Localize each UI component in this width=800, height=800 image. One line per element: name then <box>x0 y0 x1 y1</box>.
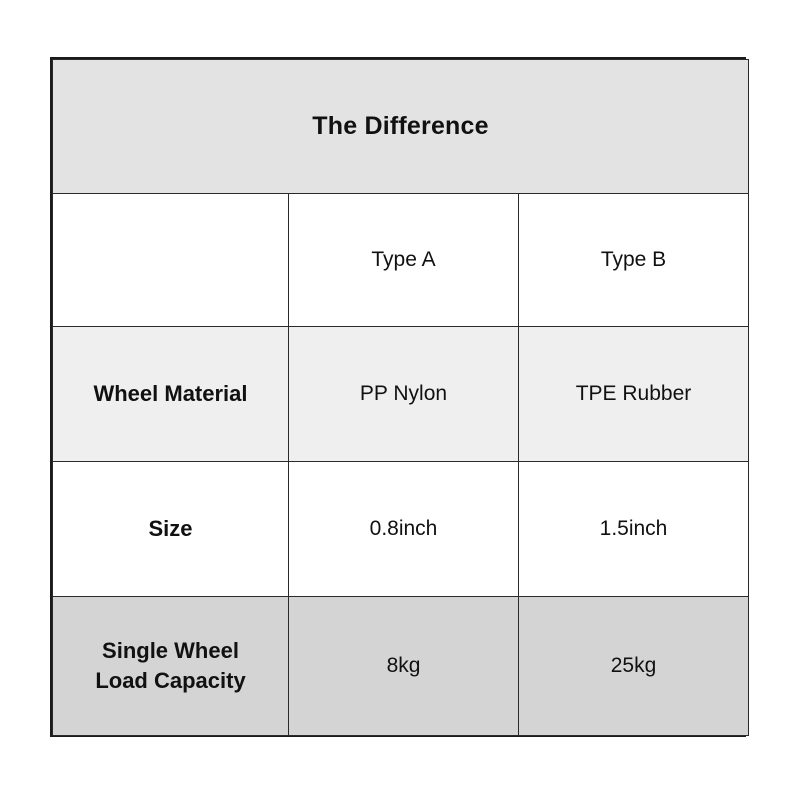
table-title-row <box>53 60 749 194</box>
row-label-load-capacity-line2: Load Capacity <box>95 668 246 693</box>
table-header-row <box>53 194 749 327</box>
row-label-size: Size <box>53 462 289 597</box>
cell-size-type-b: 1.5inch <box>519 462 749 597</box>
cell-wheel-material-type-b: TPE Rubber <box>519 327 749 462</box>
table-title: The Difference <box>53 60 749 194</box>
table-row-load-capacity <box>53 597 749 736</box>
table-row-size <box>53 462 749 597</box>
row-label-load-capacity-line1: Single Wheel <box>102 638 239 664</box>
cell-wheel-material-type-a: PP Nylon <box>289 327 519 462</box>
comparison-table <box>52 59 749 736</box>
row-label-wheel-material: Wheel Material <box>53 327 289 462</box>
header-cell-type-a: Type A <box>289 194 519 327</box>
row-label-load-capacity <box>53 597 289 736</box>
cell-load-capacity-type-a: 8kg <box>289 597 519 736</box>
comparison-table-container <box>50 57 746 737</box>
header-cell-type-b: Type B <box>519 194 749 327</box>
cell-size-type-a: 0.8inch <box>289 462 519 597</box>
cell-load-capacity-type-b: 25kg <box>519 597 749 736</box>
header-cell-blank <box>53 194 289 327</box>
table-row-wheel-material <box>53 327 749 462</box>
